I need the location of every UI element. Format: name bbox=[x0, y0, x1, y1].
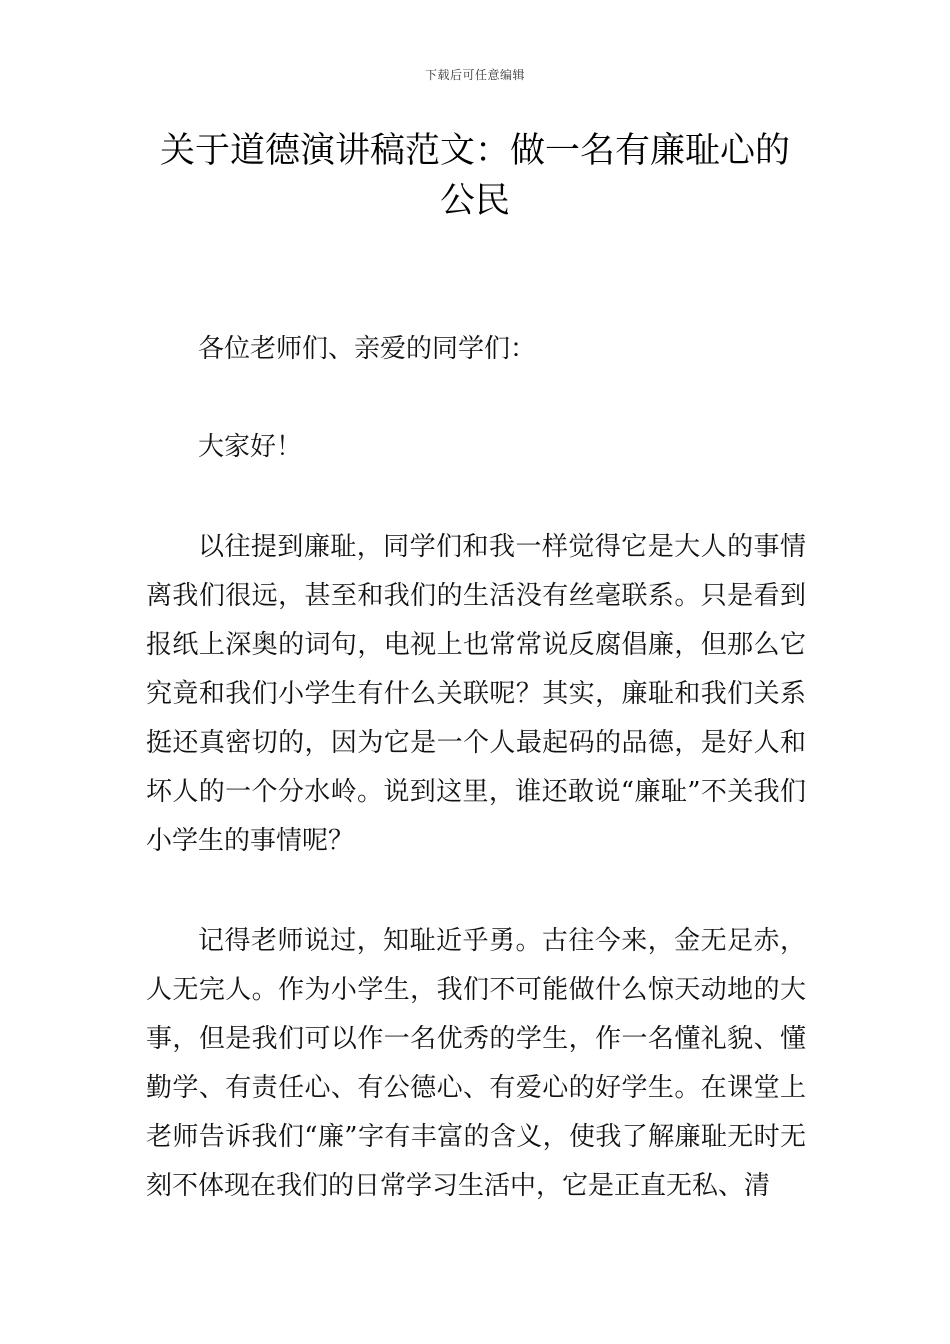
header-note: 下载后可任意编辑 bbox=[424, 68, 525, 82]
greeting: 各位老师们、亲爱的同学们： bbox=[198, 334, 537, 364]
title-line-1: 关于道德演讲稿范文：做一名有廉耻心的 bbox=[159, 131, 790, 171]
salutation: 大家好！ bbox=[198, 432, 303, 462]
document-title bbox=[145, 126, 805, 226]
paragraph-2: 记得老师说过，知耻近乎勇。古往今来，金无足赤，人无完人。作为小学生，我们不可能做什么惊天动地的大事，但是我们可以作一名优秀的学生，作一名懂礼貌、懂勤学、有责任心、有公德心、有爱心的好学生。在课堂上老师告诉我们“廉”字有丰富的含义，使我了解廉耻无时无刻不体现在我们的日常学习生活中，它是正直无私、清 bbox=[146, 926, 806, 1201]
title-line-2: 公民 bbox=[439, 181, 510, 221]
paragraph-1: 以往提到廉耻，同学们和我一样觉得它是大人的事情离我们很远，甚至和我们的生活没有丝毫联系。只是看到报纸上深奥的词句，电视上也常常说反腐倡廉，但那么它究竟和我们小学生有什么关联呢？其实，廉耻和我们关系挺还真密切的，因为它是一个人最起码的品德，是好人和坏人的一个分水岭。说到这里，谁还敢说“廉耻”不关我们小学生的事情呢？ bbox=[146, 532, 806, 856]
